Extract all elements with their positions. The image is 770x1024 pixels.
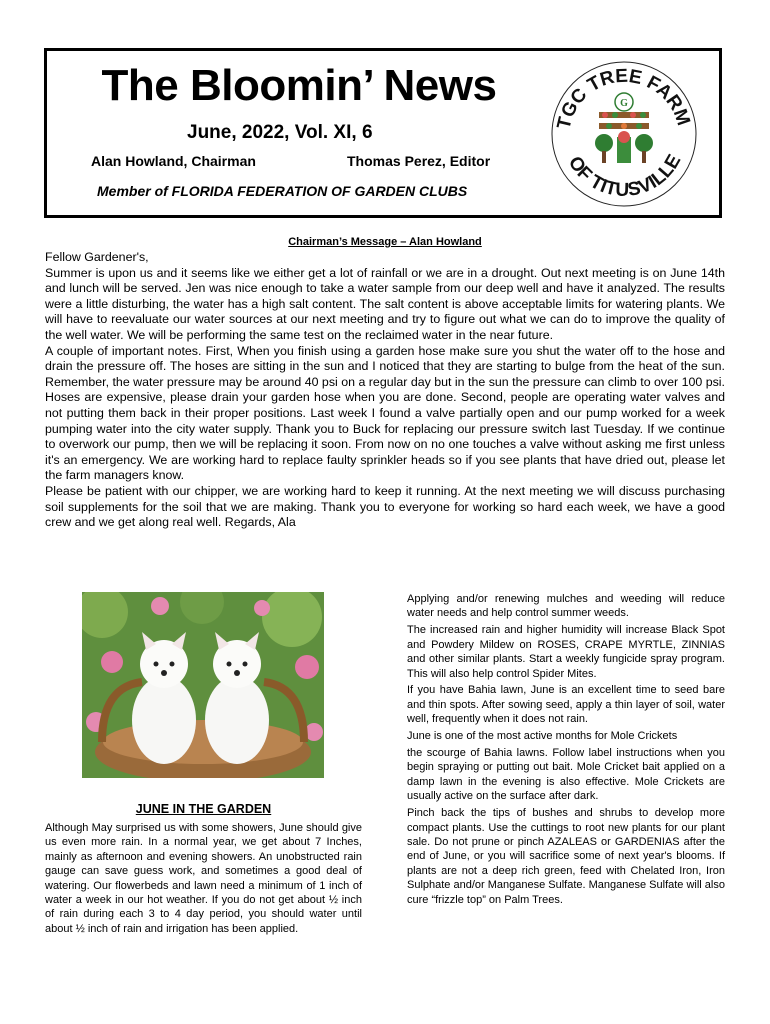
- garden-tip: If you have Bahia lawn, June is an excellent time to seed bare and thin spots. After sowing seed, apply a thin layer of soil, water well, frequently when it does not rain.: [407, 684, 725, 726]
- june-garden-heading: JUNE IN THE GARDEN: [135, 802, 272, 816]
- message-paragraph: Please be patient with our chipper, we are working hard to keep it running. At the next meeting we will discuss purchasing soil supplements for the soil that we are making. Thank you to everyone for working so hard each week, we have a good crew and we get along real well. Regards, Ala: [45, 483, 725, 530]
- message-paragraph: Summer is upon us and it seems like we either get a lot of rainfall or we are in a drought. Out next meeting is on June 14th and lunch will be served. Jen was nice enough to take a water sample from our deep well and have it analyzed. The results were a little disturbing, the water has a high salt content. The salt content is above acceptable limits for watering plants. We will have to reevaluate our water sources at our next meeting and try to figure out what we can do to improve the quality of the well water. We will be performing the same test on the reclaimed water in the near future.: [45, 265, 725, 342]
- chairmans-message: [45, 250, 725, 531]
- greeting: Fellow Gardener's,: [45, 250, 149, 264]
- svg-text:G: G: [620, 98, 628, 109]
- chairman-credit: Alan Howland, Chairman: [91, 153, 256, 169]
- garden-tip: The increased rain and higher humidity will increase Black Spot and Powdery Mildew on ROSES, CRAPE MYRTLE, ZINNIAS and other similar plants. Start a weekly fungicide spray program. This will also help control Spider Mites.: [407, 624, 725, 680]
- newsletter-title: The Bloomin’ News: [101, 61, 497, 110]
- chairmans-message-heading: Chairman’s Message – Alan Howland: [288, 236, 482, 248]
- garden-tip: Pinch back the tips of bushes and shrubs to develop more compact plants. Use the cuttings to root new plants for our plant sale. Do not prune or pinch AZALEAS or GARDENIAS after the end of June, or you will sacrifice some of next year's blooms. If plants are not a deep rich green, feed with Chelated Iron, Iron Sulphate and/or Manganese Sulfate. Manganese Sulfate will also cure “frizzle top” on Palm Trees.: [407, 807, 725, 906]
- puppies-photo: [82, 592, 324, 778]
- issue-line: June, 2022, Vol. XI, 6: [187, 122, 373, 143]
- tree-farm-logo: [549, 57, 699, 207]
- garden-tips: [407, 592, 725, 910]
- editor-credit: Thomas Perez, Editor: [347, 153, 491, 169]
- garden-tip: June is one of the most active months for Mole Crickets: [407, 730, 678, 743]
- logo-bottom-text: OF TITUSVILLE: [563, 151, 686, 202]
- membership-line: Member of FLORIDA FEDERATION OF GARDEN CLUBS: [97, 183, 468, 199]
- masthead: [44, 48, 722, 218]
- garden-tip: Applying and/or renewing mulches and weeding will reduce water needs and help control summer weeds.: [407, 593, 725, 620]
- message-paragraph: A couple of important notes. First, When you finish using a garden hose make sure you shut the water off to the hose and drain the pressure off. The hoses are sitting in the sun and I noticed that they are starting to bulge from the heat of the sun. Remember, the water pressure may be around 40 psi on a regular day but in the sun the pressure can climb to over 100 psi. Hoses are expensive, please drain your garden hose when you are done. Second, people are operating water valves and not putting them back in their proper positions. Last week I found a valve partially open and our pump worked for a week pumping water into the city water supply. Thank you to Buck for replacing our pressure switch last Tuesday. If we continue to overwork our pump, then we will be replacing it soon. From now on no one touches a valve without asking me first unless it's an emergency. We are working hard to replace faulty sprinkler heads so if you see plants that have dried out, please let the farm managers know.: [45, 343, 725, 483]
- garden-intro-text: Although May surprised us with some showers, June should give us even more rain. In a normal year, we get about 7 Inches, mainly as afternoon and evening showers. An unobstructed rain gauge can save guess work, and sometimes a good deal of watering. Our flowerbeds and lawn need a minimum of 1 inch of water a week in our hot weather. If you do not get about ½ inch of rain during each 3 to 4 day period, you should water until about ½ inch of rain and irrigation has been applied.: [45, 822, 362, 935]
- garden-tip: the scourge of Bahia lawns. Follow label instructions when you begin spraying or putting out bait. Mole Cricket bait applied on a damp lawn in the evening is also effective. Mole Crickets are usually active on the surface after dark.: [407, 747, 725, 803]
- logo-top-text: TGC TREE FARM: [553, 65, 694, 132]
